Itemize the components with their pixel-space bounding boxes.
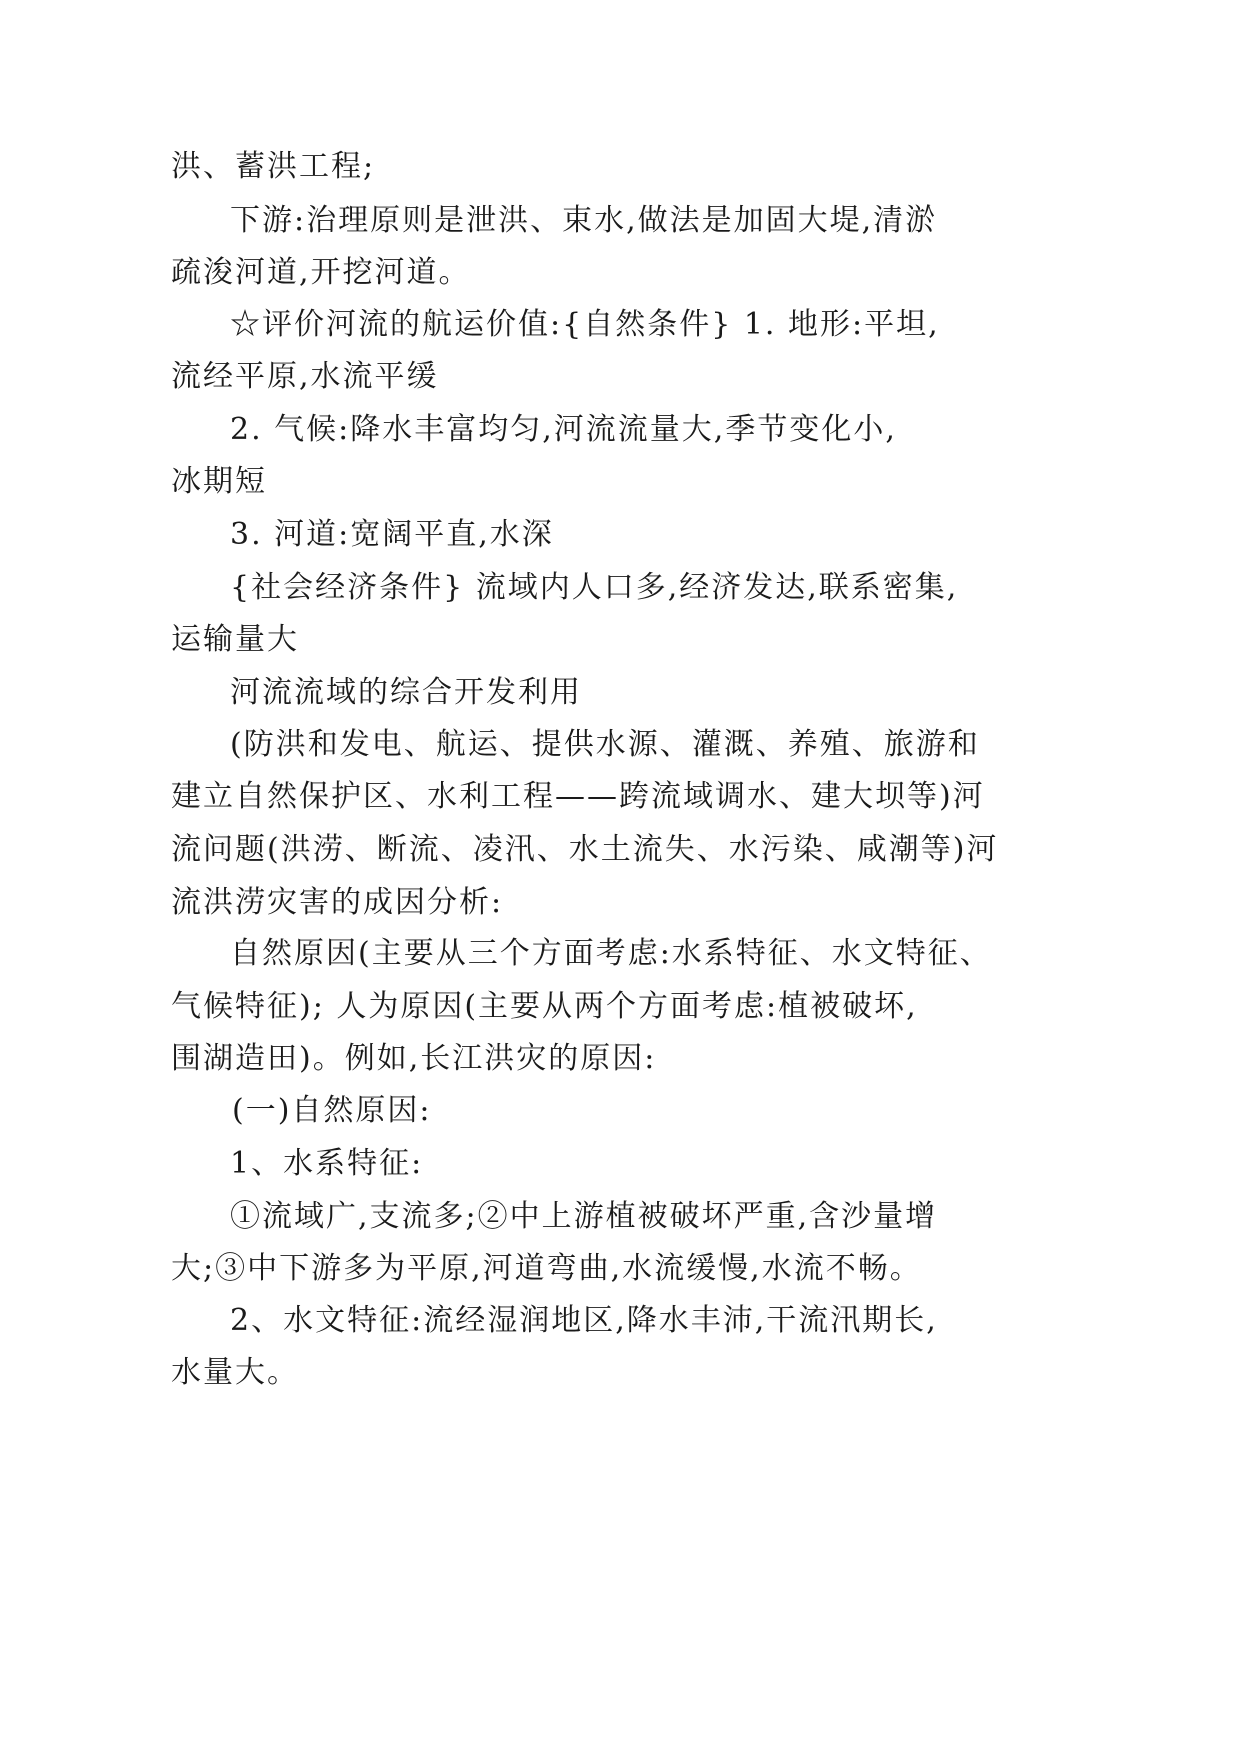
text-line: {社会经济条件} 流域内人口多,经济发达,联系密集, — [230, 570, 959, 605]
text-line: 3. 河道:宽阔平直,水深 — [230, 517, 554, 552]
text-line: 下游:治理原则是泄洪、束水,做法是加固大堤,清淤 — [230, 203, 938, 238]
text-line: 2. 气候:降水丰富均匀,河流流量大,季节变化小, — [230, 412, 897, 447]
text-line: 流洪涝灾害的成因分析: — [171, 885, 504, 920]
text-line: 冰期短 — [171, 464, 267, 499]
text-line: 河流流域的综合开发利用 — [230, 675, 582, 710]
text-line: 运输量大 — [171, 622, 299, 657]
text-line: 大;③中下游多为平原,河道弯曲,水流缓慢,水流不畅。 — [171, 1251, 922, 1286]
text-line: (一)自然原因: — [232, 1093, 432, 1128]
text-line: ①流域广,支流多;②中上游植被破坏严重,含沙量增 — [230, 1199, 938, 1234]
text-line: 流经平原,水流平缓 — [171, 359, 439, 394]
text-line: 洪、蓄洪工程; — [171, 149, 376, 184]
text-line: 建立自然保护区、水利工程——跨流域调水、建大坝等)河 — [171, 779, 985, 814]
text-line: (防洪和发电、航运、提供水源、灌溉、养殖、旅游和 — [230, 727, 980, 762]
text-line: 水量大。 — [171, 1355, 299, 1390]
text-line: 流问题(洪涝、断流、凌汛、水土流失、水污染、咸潮等)河 — [171, 832, 999, 867]
text-line: 围湖造田)。例如,长江洪灾的原因: — [171, 1041, 657, 1076]
text-line: 1、水系特征: — [230, 1146, 424, 1181]
text-line: 疏浚河道,开挖河道。 — [171, 255, 471, 290]
text-line: 自然原因(主要从三个方面考虑:水系特征、水文特征、 — [230, 936, 992, 971]
text-line: 气候特征); 人为原因(主要从两个方面考虑:植被破坏, — [171, 989, 918, 1024]
text-line: ☆评价河流的航运价值:{自然条件} 1. 地形:平坦, — [230, 307, 940, 342]
text-line: 2、水文特征:流经湿润地区,降水丰沛,干流汛期长, — [230, 1303, 938, 1338]
